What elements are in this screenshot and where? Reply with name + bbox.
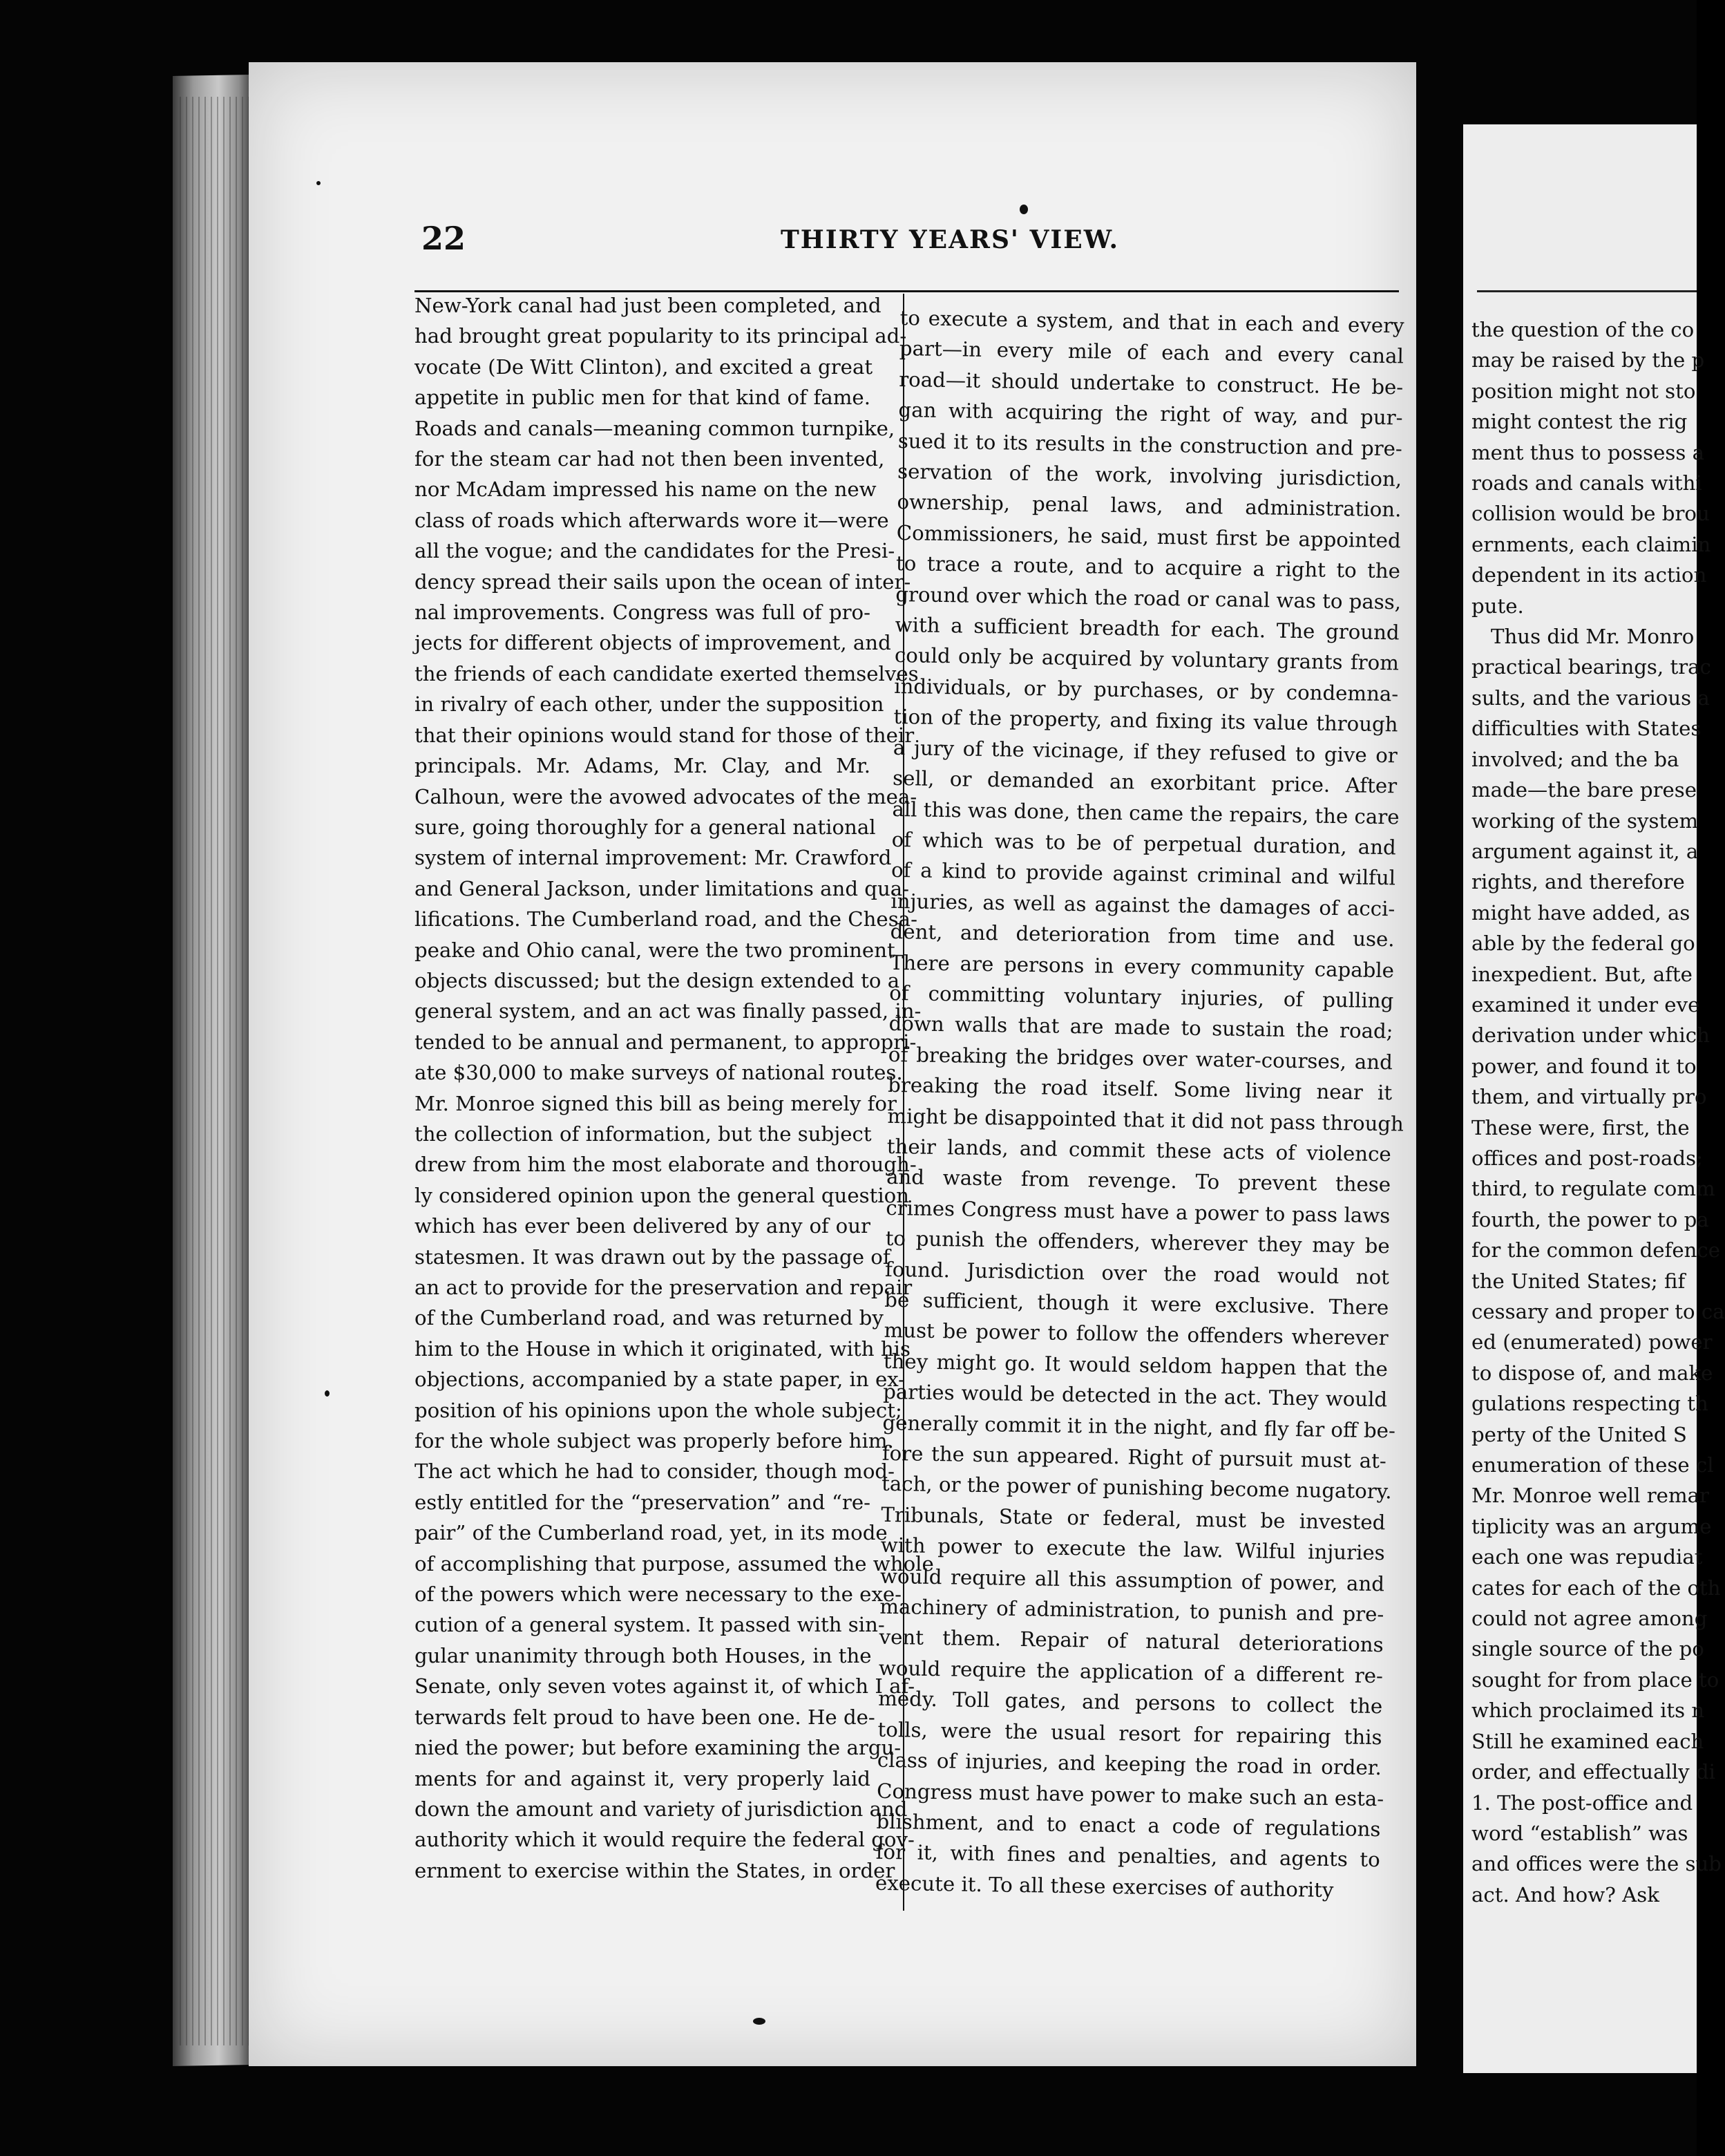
text-line: 1. The post-office and [1471,1790,1693,1815]
text-line: all this was done, then came the repairs, the care [892,797,1400,829]
text-line: had brought great popularity to its principal ad- [414,324,907,348]
text-line: power, and found it to [1471,1054,1697,1078]
text-line: gulations respecting th [1471,1392,1708,1416]
text-line: for the whole subject was properly before him. [414,1429,894,1453]
text-line: of the Cumberland road, and was returned by [414,1306,884,1330]
text-line: of committing voluntary injuries, of pulling [889,981,1394,1013]
text-line: difficulties with States [1471,717,1702,741]
text-line: able by the federal go [1471,932,1695,956]
text-line: objects discussed; but the design extended to a [414,968,900,992]
text-line: inexpedient. But, afte [1471,962,1693,986]
text-line: principals. Mr. Adams, Mr. Clay, and Mr. [414,754,870,778]
text-line: ernment to exercise within the States, in order [414,1858,895,1882]
text-line: Thus did Mr. Monro [1491,625,1695,649]
text-line: Still he examined each [1471,1729,1704,1753]
text-line: Tribunals, State or federal, must be invested [881,1502,1386,1535]
text-line: nal improvements. Congress was full of pro- [414,601,870,625]
text-line: sell, or demanded an exorbitant price. After [892,766,1398,798]
text-line: ownership, penal laws, and administration. [897,490,1402,522]
text-line: a jury of the vicinage, if they refused to give or [893,735,1398,768]
text-line: and waste from revenge. To prevent these [886,1165,1391,1197]
text-line: examined it under eve [1471,992,1700,1016]
text-line: statesmen. It was drawn out by the passage of [414,1245,890,1269]
text-line: part—in every mile of each and every canal [899,337,1404,368]
text-line: for the common defence [1471,1238,1721,1263]
text-line: tach, or the power of punishing become nugatory. [881,1472,1392,1504]
text-line: cates for each of the oth [1471,1576,1721,1600]
text-line: tion of the property, and fixing its value through [893,705,1398,737]
text-line: sults, and the various a [1471,685,1710,710]
text-line: These were, first, the [1471,1115,1690,1140]
text-line: found. Jurisdiction over the road would not [884,1257,1390,1289]
text-line: tiplicity was an argume [1471,1514,1712,1538]
text-line: sued it to its results in the construction and pre- [897,428,1403,461]
text-line: for it, with fines and penalties, and agents to [875,1840,1380,1872]
text-line: may be raised by the p [1471,348,1705,372]
text-line: to trace a route, and to acquire a right to the [895,551,1401,583]
text-line: ate $30,000 to make surveys of national routes. [414,1061,903,1085]
text-line: dent, and deterioration from time and use. [890,920,1395,952]
text-line: must be power to follow the offenders wherever [884,1318,1389,1350]
text-line: might have added, as [1471,900,1690,925]
text-line: Calhoun, were the avowed advocates of the mea- [414,784,917,808]
text-line: down walls that are made to sustain the road; [888,1012,1393,1043]
text-line: be sufficient, though it were exclusive. There [884,1287,1389,1320]
text-line: dependent in its action [1471,563,1707,587]
text-line: of the powers which were necessary to the exe- [414,1582,902,1607]
text-line: could only be acquired by voluntary grants from [894,643,1400,675]
text-line: ground over which the road or canal was to pass, [895,582,1402,614]
text-line: vocate (De Witt Clinton), and excited a great [414,354,873,379]
text-line: would require the application of a different re- [878,1656,1384,1688]
text-line: an act to provide for the preservation and repair [414,1276,913,1299]
text-line: would require all this assumption of power, and [879,1564,1385,1596]
text-line: for the steam car had not then been invented, [414,447,885,471]
text-line: offices and post-roads; [1471,1146,1703,1170]
text-line: him to the House in which it originated, with his [414,1336,911,1361]
text-line: practical bearings, trac [1471,655,1711,679]
text-line: to execute a system, and that in each and every [899,305,1404,338]
film-speck [753,2018,765,2025]
text-line: crimes Congress must have a power to pass laws [886,1195,1391,1228]
text-line: nied the power; but before examining the argu- [414,1736,902,1760]
text-line: individuals, or by purchases, or by condemna- [894,674,1399,706]
text-line: nor McAdam impressed his name on the new [414,477,877,502]
text-line: in rivalry of each other, under the supposition [414,692,884,717]
text-line: working of the system [1471,808,1699,833]
text-line: vent them. Repair of natural deteriorations [879,1625,1384,1657]
text-line: peake and Ohio canal, were the two prominent [414,938,895,962]
text-line: word “establish” was [1471,1821,1688,1845]
text-line: position might not sto [1471,379,1696,403]
text-line: Senate, only seven votes against it, of which I af- [414,1674,915,1699]
text-line: Commissioners, he said, must first be appointed [896,520,1401,553]
text-line: There are persons in every community capable [889,950,1395,982]
text-line: system of internal improvement: Mr. Crawford [414,846,892,870]
text-line: and offices were the sub [1471,1852,1722,1876]
text-line: to dispose of, and make [1471,1361,1713,1385]
text-line: might contest the rig [1471,410,1688,434]
text-line: gular unanimity through both Houses, in the [414,1643,872,1667]
text-line: cessary and proper to ca [1471,1300,1725,1323]
text-line: and General Jackson, under limitations and qua- [414,876,910,900]
text-line: third, to regulate comm [1471,1177,1715,1201]
film-speck [325,1390,330,1397]
text-line: servation of the work, involving jurisdiction, [897,460,1402,491]
text-line: the friends of each candidate exerted themselves [414,661,919,685]
text-line: objections, accompanied by a state paper, in ex- [414,1368,906,1392]
text-line: act. And how? Ask [1471,1882,1659,1907]
text-line: drew from him the most elaborate and thorough- [414,1153,917,1177]
text-line: sure, going thoroughly for a general national [414,815,876,839]
text-line: might be disappointed that it did not pass through [887,1104,1404,1136]
text-line: the question of the co [1471,318,1695,341]
text-line: general system, and an act was finally passed, in- [414,999,922,1023]
text-line: them, and virtually pro [1471,1085,1707,1109]
page-number: 22 [421,220,466,257]
text-line: lifications. The Cumberland road, and the Chesa- [414,907,917,932]
text-line: gan with acquiring the right of way, and pur- [898,398,1403,430]
text-line: execute it. To all these exercises of authority [875,1871,1334,1902]
text-line: parties would be detected in the act. They would [882,1380,1388,1412]
text-line: blishment, and to enact a code of regulations [876,1809,1381,1842]
text-line: involved; and the ba [1471,747,1679,771]
right-page-text-fragment [1471,314,1725,1910]
text-line: fourth, the power to pa [1471,1207,1709,1231]
text-line: rights, and therefore [1471,870,1685,894]
text-line: derivation under which [1471,1023,1710,1048]
text-line: of which was to be of perpetual duration, and [891,827,1396,860]
text-line: authority which it would require the federal gov- [414,1828,915,1852]
text-line: argument against it, a [1471,839,1699,863]
text-line: the collection of information, but the subject [414,1122,872,1146]
text-line: medy. Toll gates, and persons to collect the [877,1687,1383,1719]
text-line: class of injuries, and keeping the road in order. [877,1748,1382,1780]
text-line: that their opinions would stand for those of their [414,723,915,747]
text-line: class of roads which afterwards wore it—were [414,508,889,532]
text-line: machinery of administration, to punish and pre- [879,1594,1384,1627]
text-line: pair” of the Cumberland road, yet, in its mode [414,1521,888,1545]
text-line: order, and effectually di [1471,1760,1715,1784]
text-line: cution of a general system. It passed with sin- [414,1613,885,1637]
text-line: position of his opinions upon the whole subject; [414,1398,902,1422]
text-line: terwards felt proud to have been one. He de- [414,1705,875,1729]
text-line: appetite in public men for that kind of fame. [414,386,870,410]
text-line: road—it should undertake to construct. He be- [898,367,1404,399]
text-line: Mr. Monroe signed this bill as being merely for [414,1091,897,1115]
text-line: with a sufficient breadth for each. The ground [895,613,1400,645]
text-line: the United States; fif [1471,1269,1686,1293]
text-line: which proclaimed its n [1471,1699,1705,1723]
text-line: roads and canals withi [1471,471,1702,495]
text-line: to punish the offenders, wherever they may be [885,1227,1390,1258]
text-line: pute. [1471,594,1524,618]
text-line: breaking the road itself. Some living near it [887,1073,1393,1105]
text-line: ernments, each claimin [1471,532,1711,556]
text-line: with power to execute the law. Wilful injuries [880,1533,1385,1565]
text-line: collision would be brou [1471,502,1710,526]
book-spine-texture [180,97,249,2045]
text-line: Roads and canals—meaning common turnpike, [414,416,895,440]
text-line: they might go. It would seldom happen that the [883,1349,1389,1381]
text-line: Mr. Monroe well remar [1471,1484,1709,1508]
running-title: THIRTY YEARS' VIEW. [781,225,1120,254]
text-line: dency spread their sails upon the ocean of inter- [414,569,911,594]
text-line: The act which he had to consider, though mod- [414,1459,895,1484]
text-line: their lands, and commit these acts of violence [886,1134,1391,1166]
text-line: of a kind to provide against criminal and wilful [890,858,1396,890]
text-line: ly considered opinion upon the general question [414,1183,910,1207]
text-line: tended to be annual and permanent, to appropri- [414,1030,917,1054]
text-line: tolls, were the usual resort for repairing this [877,1717,1382,1749]
text-line: of breaking the bridges over water-courses, and [888,1042,1393,1075]
text-line: enumeration of these cl [1471,1453,1714,1477]
text-line: which has ever been delivered by any of our [414,1214,870,1238]
text-line: ment thus to possess a [1471,440,1705,464]
text-line: single source of the po [1471,1637,1704,1661]
text-line: perty of the United S [1471,1422,1687,1446]
text-line: each one was repudiat [1471,1545,1703,1569]
text-line: made—the bare prese [1471,778,1697,802]
text-line: ments for and against it, very properly laid [414,1766,870,1790]
text-line: New-York canal had just been completed, and [414,294,881,317]
text-line: generally commit it in the night, and fly far off be- [882,1410,1396,1443]
running-head [421,220,1409,261]
text-line: jects for different objects of improvement, and [414,631,891,655]
text-line: Congress must have power to make such an esta- [876,1779,1384,1810]
text-line: of accomplishing that purpose, assumed the whole [414,1551,934,1576]
left-text-column [414,290,934,1886]
text-line: ed (enumerated) power [1471,1330,1713,1354]
text-line: fore the sun appeared. Right of pursuit must at- [881,1441,1387,1473]
middle-text-column [875,303,1404,1906]
right-page-head-rule [1477,290,1697,292]
text-line: down the amount and variety of jurisdiction and [414,1797,908,1821]
text-line: estly entitled for the “preservation” and “re- [414,1490,870,1514]
film-speck [316,181,321,185]
film-speck [1020,205,1028,214]
text-line: all the vogue; and the candidates for the Presi- [414,539,895,563]
text-line: sought for from place to [1471,1667,1719,1692]
text-line: injuries, as well as against the damages of acci- [890,889,1395,921]
text-line: could not agree among [1471,1607,1708,1631]
